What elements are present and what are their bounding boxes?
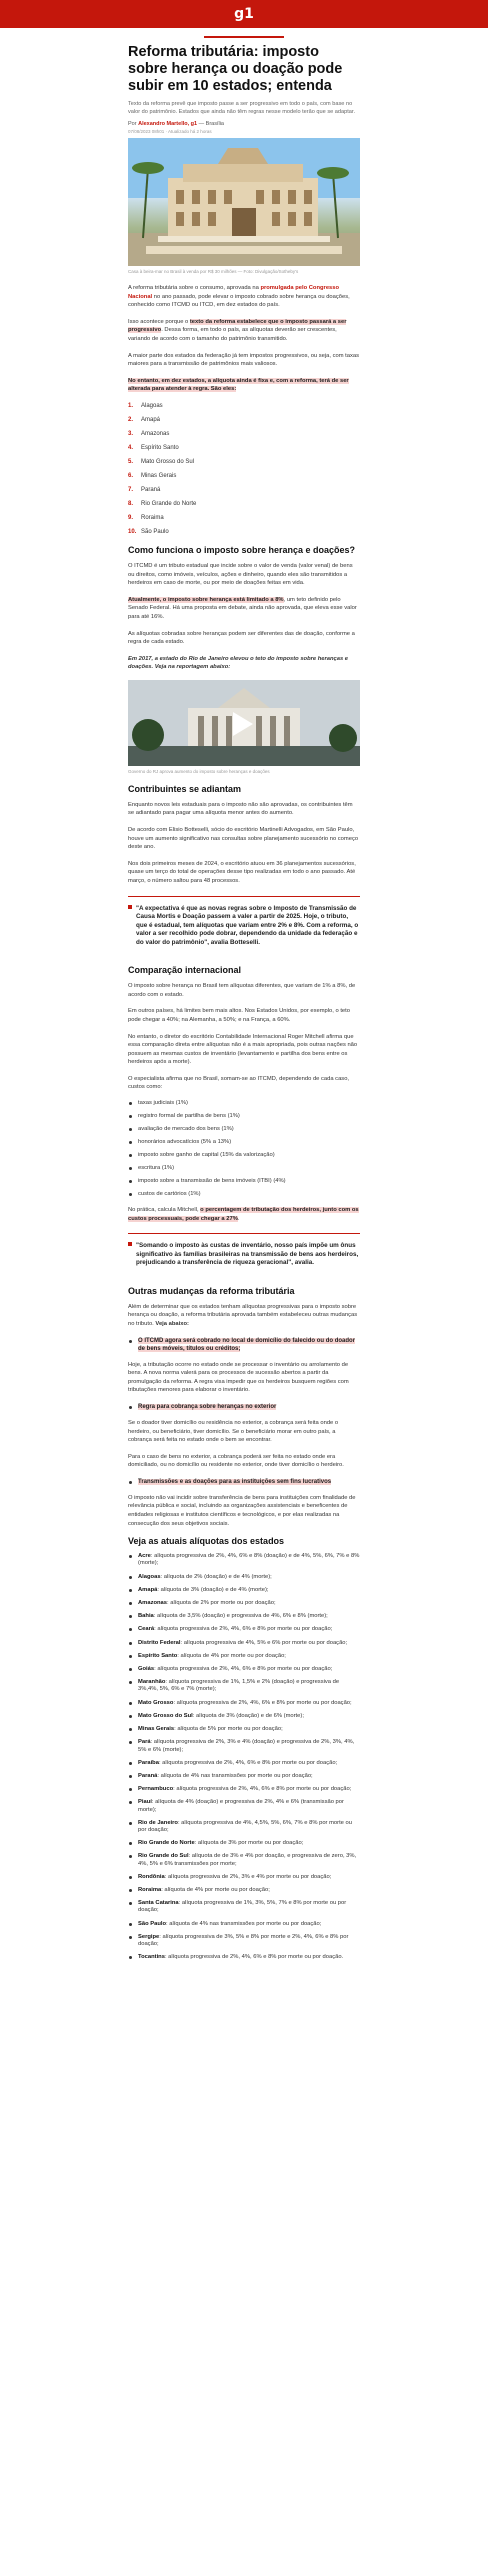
text: . Dessa forma, em todo o país, as alíquotas deverão ser crescentes, variando de acordo com o tamanho do patrimônio transmitido. <box>128 327 337 342</box>
text: No prática, calcula Mitchell, <box>128 1207 201 1214</box>
section-heading: Comparação internacional <box>128 965 242 976</box>
rate-text: : alíquota progressiva de 2%, 4%, 6% e 8% por morte ou por doação. <box>164 1954 344 1961</box>
state-name: Paraíba <box>138 1759 159 1766</box>
text: no ano passado, pode elevar o imposto cobrado sobre herança ou doações, conhecido como ITCMD ou ITCD, em dez estados do país. <box>128 293 350 309</box>
state-name: Pernambuco <box>138 1786 174 1793</box>
rate-text: : alíquota progressiva de 2%, 4%, 6% e 8% por morte ou por doação; <box>173 1786 352 1793</box>
state-name: Rondônia <box>138 1873 165 1880</box>
rate-text: : alíquota progressiva de 2%, 3% e 4% por morte ou por doação; <box>164 1873 332 1880</box>
states-list <box>128 402 360 536</box>
section-heading: Como funciona o imposto sobre herança e doações? <box>128 544 356 555</box>
paragraph: As alíquotas cobradas sobre heranças podem ser diferentes das de doação, conforme a regra de cada estado. <box>128 630 355 646</box>
rate-text: : alíquota de 4% nas transmissões por morte ou por doação; <box>157 1772 313 1779</box>
rate-text: : alíquota progressiva de 4%, 4,5%, 5%, 6%, 7% e 8% por morte ou por doação; <box>138 1819 352 1833</box>
paragraph: Hoje, a tributação ocorre no estado onde se processar o inventário ou arrolamento de bens. A nova norma valerá para os processos de sucessão abertos a partir da promulgação da reforma. A regra visa impedir que os herdeiros busquem regiões com tributações menores para elaborar o inventário. <box>128 1361 349 1394</box>
rate-item <box>138 1934 360 1948</box>
state-name: Sergipe <box>138 1933 160 1940</box>
list-item: registro formal de partilha de bens (1%) <box>138 1113 360 1120</box>
highlight: o percentagem de tributação dos herdeiros, junto com os custos processuais, pode chegar a 27% <box>128 1207 359 1222</box>
list-item: 3. Amazonas <box>128 430 170 437</box>
section-heading: Contribuintes se adiantam <box>128 783 242 794</box>
paragraph: O ITCMD é um tributo estadual que incide sobre o valor de venda (valor venal) de bens ou direitos, como imóveis, veículos, ações e dinheiro, quando eles são transmitidos a herdeiros em caso de morte, ou por meio de doações feitas em vida. <box>128 562 353 587</box>
list-item: 8. Rio Grande do Norte <box>128 500 197 507</box>
promulgation-link[interactable]: promulgada pelo Congresso Nacional <box>128 285 340 300</box>
state-name: Mato Grosso do Sul <box>138 1712 193 1719</box>
section-heading: Veja as atuais alíquotas dos estados <box>128 1536 285 1547</box>
paragraph: O imposto não vai incidir sobre transferência de bens para instituições com finalidade de relevância pública e social, incluindo as organizações assistenciais e beneficentes de entidades religiosas e institutos científicos e tecnológicos, e por elas realizadas na consecução dos seus objetivos sociais. <box>128 1494 356 1527</box>
paragraph <box>128 318 360 344</box>
list-item: escritura (1%) <box>138 1165 360 1172</box>
list-item: 9. Roraima <box>128 514 164 521</box>
rate-text: : alíquota de 5% por morte ou por doação; <box>174 1726 283 1733</box>
byline <box>128 121 360 128</box>
rates-list <box>128 1553 360 1961</box>
rate-item <box>138 1653 360 1660</box>
text: Veja abaixo: <box>155 1320 189 1327</box>
byline-suffix: — Brasília <box>198 121 224 127</box>
paragraph <box>128 284 360 310</box>
state-name: Bahia <box>138 1613 154 1620</box>
list-item: 5. Mato Grosso do Sul <box>128 458 195 465</box>
list-item: 1. Alagoas <box>128 402 163 409</box>
rate-text: : alíquota progressiva de 2%, 3% e 4% (doação) e progressiva de 2%, 3%, 4%, 5% e 6% (morte); <box>138 1739 355 1753</box>
highlight: No entanto, em dez estados, a alíquota ainda é fixa e, com a reforma, terá de ser alterada para atender à regra. São eles: <box>128 377 349 393</box>
rate-item <box>138 1713 360 1720</box>
state-name: Espírito Santo <box>138 1652 178 1659</box>
list-item: custos de cartórios (1%) <box>138 1191 360 1198</box>
rate-item <box>138 1921 360 1928</box>
rate-item <box>138 1553 360 1567</box>
state-name: Acre <box>138 1553 151 1560</box>
rate-text: : alíquota de de 3% e 4% por doação, e progressiva de zero, 3%, 4%, 5% e 6% transmissões por morte; <box>138 1853 357 1867</box>
rate-item <box>138 1799 360 1813</box>
rate-item <box>138 1820 360 1834</box>
text: Isso acontece porque o <box>128 318 190 325</box>
rate-text: : alíquota de 3% (doação) e de 4% (morte); <box>157 1586 269 1593</box>
state-name: Amazonas <box>138 1600 167 1607</box>
rate-item <box>138 1613 360 1620</box>
paragraph <box>128 377 360 394</box>
rate-text: : alíquota progressiva de 1%, 1,5% e 2% (doação) e progressiva de 3%,4%, 5%, 6% e 7% (morte); <box>138 1679 340 1693</box>
rate-item <box>138 1786 360 1793</box>
paragraph: Para o caso de bens no exterior, a cobrança poderá ser feita no estado onde era domiciliado, ou no domicílio ou residente no exterior, onde tiver domicílio o herdeiro. <box>128 1453 344 1469</box>
state-name: Rio de Janeiro <box>138 1819 178 1826</box>
state-name: Ceará <box>138 1626 155 1633</box>
paragraph: A maior parte dos estados da federação já tem impostos progressivos, ou seja, com taxas maiores para a transmissão de patrimônios mais valiosos. <box>128 352 360 368</box>
rate-item <box>138 1666 360 1673</box>
rate-item <box>138 1773 360 1780</box>
rate-text: : alíquota de 3,5% (doação) e progressiva de 4%, 6% e 8% (morte); <box>153 1613 328 1620</box>
state-name: Rio Grande do Norte <box>138 1840 195 1847</box>
bullet <box>138 1478 360 1486</box>
list-item: 4. Espírito Santo <box>128 444 179 451</box>
costs-list <box>128 1100 360 1198</box>
state-name: Goiás <box>138 1666 155 1673</box>
paragraph: No entanto, o diretor do escritório Contabilidade Internacional Roger Mitchell afirma que essa comparação direta entre alíquotas não é a mais apropriada, pois outras nações não possuem as mesmas custos de inventário (levantamento e partilha dos bens entre os herdeiros após a morte). <box>128 1033 358 1066</box>
list-item: 10. São Paulo <box>128 528 169 535</box>
rate-text: : alíquota de 4% (doação) e progressiva de 2%, 4% e 6% (transmissão por morte); <box>138 1799 344 1813</box>
rate-item <box>138 1739 360 1753</box>
rate-text: : alíquota de 4% nas transmissões por morte ou por doação; <box>166 1920 322 1927</box>
publish-date: 07/08/2023 08h01 · Atualizado há 2 horas <box>128 129 212 134</box>
video-caption: Governo do RJ aprova aumento do imposto sobre heranças e doações <box>128 768 270 774</box>
quote-text: "A expectativa é que as novas regras sobre o Imposto de Transmissão de Causa Mortis e Doação passem a valer a partir de 2025. Hoje, o tributo, que é estadual, tem alíquotas que variam entre 2% e 8%. Com a reforma, o valor a ser recolhido pode dobrar, dependendo da unidade da federação e do valor do patrimônio", avalia Botteselli. <box>136 904 359 946</box>
paragraph <box>128 1206 360 1223</box>
state-name: Maranhão <box>138 1679 166 1686</box>
highlight: Regra para cobrança sobre heranças no exterior <box>138 1403 277 1410</box>
rate-item <box>138 1954 360 1961</box>
play-icon[interactable] <box>233 712 253 736</box>
rate-text: : alíquota progressiva de 2%, 4%, 6% e 8% por morte ou por doação; <box>158 1759 338 1766</box>
paragraph: De acordo com Elisio Botteselli, sócio do escritório Martinelli Advogados, em São Paulo, houve um aumento significativo nas consultas sobre planejamento sucessório no começo deste ano. <box>128 827 359 851</box>
rate-item <box>138 1900 360 1914</box>
divider <box>204 36 284 38</box>
rate-item <box>138 1853 360 1867</box>
list-item: taxas judiciais (1%) <box>138 1100 360 1107</box>
author-link[interactable]: Alexandro Martello, g1 <box>138 121 198 127</box>
paragraph: O imposto sobre herança no Brasil tem alíquotas diferentes, que variam de 1% a 8%, de acordo com o estado. <box>128 983 356 998</box>
state-name: Piauí <box>138 1799 152 1806</box>
state-name: Pará <box>138 1739 151 1746</box>
highlight: O ITCMD agora será cobrado no local de domicílio do falecido ou do doador de bens móveis, títulos ou créditos; <box>138 1337 356 1352</box>
article-subtitle: Texto da reforma prevê que imposto passe a ser progressivo em todo o país, com base no valor do patrimônio. Estados que ainda não têm regras nesse modelo terão que se adaptar. <box>128 101 355 115</box>
rate-item <box>138 1574 360 1581</box>
rate-text: : alíquota de 4% por morte ou por doação; <box>177 1652 286 1659</box>
rate-item <box>138 1640 360 1647</box>
byline-prefix: Por <box>128 121 137 127</box>
list-item: 7. Paraná <box>128 486 161 493</box>
highlight: texto da reforma estabelece que o imposto passará a ser progressivo <box>128 318 347 334</box>
state-name: Santa Catarina <box>138 1900 179 1907</box>
state-name: Roraima <box>138 1886 162 1893</box>
rate-text: : alíquota de 2% por morte ou por doação; <box>167 1600 276 1607</box>
rate-text: : alíquota progressiva de 2%, 4%, 6% e 8% (doação) e de 4%, 5%, 6%, 7% e 8% (morte); <box>138 1553 360 1567</box>
paragraph <box>128 655 360 672</box>
text: A reforma tributária sobre o consumo, aprovada na <box>128 285 261 291</box>
list-item: imposto sobre ganho de capital (15% da valorização) <box>138 1152 360 1159</box>
article-title: Reforma tributária: imposto sobre herança ou doação pode subir em 10 estados; entenda <box>128 44 343 94</box>
rate-item <box>138 1587 360 1594</box>
state-name: Mato Grosso <box>138 1699 174 1706</box>
state-name: Minas Gerais <box>138 1726 175 1733</box>
paragraph: Enquanto novos leis estaduais para o imposto não são aprovadas, os contribuintes têm se adiantado para pagar uma alíquota menor antes do aumento. <box>128 801 353 817</box>
video-intro: Em 2017, a estado do Rio de Janeiro elevou o teto do imposto sobre heranças e doações. Veja na reportagem abaixo: <box>128 655 349 671</box>
rate-text: : alíquota progressiva de 2%, 4%, 6% e 8% por morte ou por doação; <box>154 1626 333 1633</box>
list-item: 2. Amapá <box>128 416 161 423</box>
rate-text: : alíquota progressiva de 3%, 5% e 8% por morte e 2%, 4%, 6% e 8% por doação; <box>138 1933 349 1947</box>
state-name: Tocantins <box>138 1954 165 1961</box>
list-item: avaliação de mercado dos bens (1%) <box>138 1126 360 1133</box>
rate-text: : alíquota de 2% (doação) e de 4% (morte); <box>160 1573 272 1580</box>
rate-text: : alíquota progressiva de 4%, 5% e 6% por morte ou por doação; <box>180 1639 348 1646</box>
paragraph <box>128 1303 360 1329</box>
list-item: imposto sobre a transmissão de bens imóveis (ITBI) (4%) <box>138 1178 360 1185</box>
rate-item <box>138 1726 360 1733</box>
quote-text: "Somando o imposto às custas de inventário, nosso país impõe um ônus significativo às famílias brasileiras na transmissão de bens aos herdeiros, prejudicando a transferência de riqueza geracional", avalia. <box>136 1242 359 1267</box>
rate-text: : alíquota progressiva de 1%, 3%, 5%, 7% e 8% por morte ou por doação; <box>138 1900 347 1914</box>
rate-text: : alíquota de 3% (doação) e de 6% (morte); <box>192 1712 304 1719</box>
bullet <box>138 1337 360 1353</box>
paragraph: O especialista afirma que no Brasil, somam-se ao ITCMD, dependendo de cada caso, custos como: <box>128 1075 350 1091</box>
text: . <box>237 1215 240 1222</box>
rate-text: : alíquota de 3% por morte ou por doação; <box>194 1840 304 1847</box>
pull-quote <box>128 1233 360 1276</box>
paragraph: Nos dois primeiros meses de 2024, o escritório atuou em 36 planejamentos sucessórios, quase um terço do total de operações desse tipo realizadas em todo o ano passado. Até março, o número saltou para 48 processos. <box>128 860 356 885</box>
state-name: São Paulo <box>138 1920 167 1927</box>
section-heading: Outras mudanças da reforma tributária <box>128 1285 295 1296</box>
rate-item <box>138 1600 360 1607</box>
rate-text: : alíquota progressiva de 2%, 4%, 6% e 8% por morte ou por doação; <box>173 1699 352 1706</box>
hero-image[interactable] <box>128 138 360 266</box>
rate-item <box>138 1887 360 1894</box>
state-name: Rio Grande do Sul <box>138 1853 189 1860</box>
rate-item <box>138 1760 360 1767</box>
highlight: Atualmente, o imposto sobre herança está limitado a 8% <box>128 596 284 603</box>
text: , um teto definido pelo Senado Federal. Há uma proposta em debate, ainda não aprovada, que eleva esse valor para até 16%. <box>128 596 357 620</box>
rate-text: : alíquota de 4% por morte ou por doação; <box>161 1886 270 1893</box>
state-name: Distrito Federal <box>138 1639 181 1646</box>
paragraph <box>128 596 360 622</box>
state-name: Paraná <box>138 1772 158 1779</box>
list-item: 6. Minas Gerais <box>128 472 177 479</box>
hero-caption: Casa à beira-mar no Brasil à venda por R$ 30 milhões — Foto: Divulgação/Sotheby's <box>128 269 299 274</box>
state-name: Amapá <box>138 1586 158 1593</box>
article <box>128 44 360 1961</box>
g1-logo[interactable]: g1 <box>234 6 254 22</box>
paragraph: Se o doador tiver domicílio ou residência no exterior, a cobrança será feita onde o herdeiro, ou beneficiário, tiver domicílio. Se o beneficiário morar em outro país, a cobrança será feita no estado onde o bem se encontrar. <box>128 1419 339 1444</box>
highlight: Transmissões e as doações para as instituições sem fins lucrativos <box>138 1478 332 1485</box>
rate-item <box>138 1874 360 1881</box>
rate-text: : alíquota progressiva de 2%, 4%, 6% e 8% por morte ou por doação; <box>154 1666 333 1673</box>
rate-item <box>138 1840 360 1847</box>
rate-item <box>138 1679 360 1693</box>
rate-item <box>138 1700 360 1707</box>
text: Além de determinar que os estados tenham alíquotas progressivas para o imposto sobre herança ou doação, a reforma tributária aprovada também estabeleceu outras mudanças no tributo. <box>128 1303 358 1327</box>
video-player[interactable] <box>128 680 360 766</box>
pull-quote <box>128 896 360 956</box>
list-item: honorários advocatícios (5% a 13%) <box>138 1139 360 1146</box>
mansion-illustration <box>128 138 360 266</box>
top-bar <box>0 0 488 28</box>
bullet <box>138 1403 360 1411</box>
paragraph: Em outros países, há limites bem mais altos. Nos Estados Unidos, por exemplo, o teto pode chegar a 40%; na Alemanha, a 50%; e na França, a 60%. <box>128 1008 350 1023</box>
state-name: Alagoas <box>138 1573 161 1580</box>
rate-item <box>138 1626 360 1633</box>
